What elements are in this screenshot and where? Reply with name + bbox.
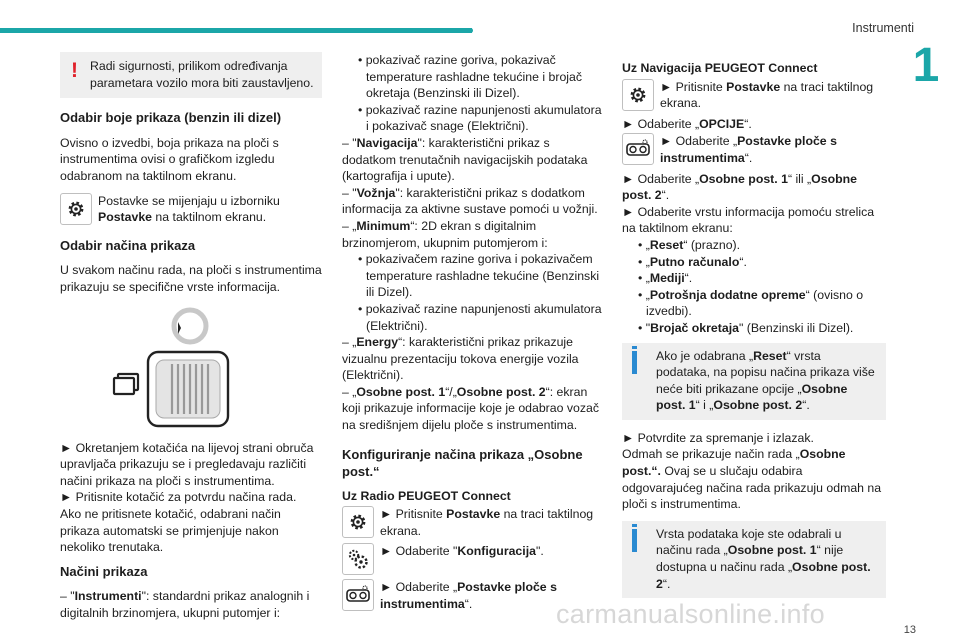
- settings-gear-icon: [622, 79, 654, 111]
- option-trip-computer: • „Putno računalo“.: [638, 254, 747, 269]
- bullet-battery: • pokazivač razine napunjenosti akumulatora (Električni).: [358, 301, 602, 333]
- header-accent-dot: [468, 28, 473, 33]
- warning-exclamation-icon: !: [71, 59, 78, 82]
- info-icon: [632, 529, 637, 552]
- steering-wheel-illustration: [60, 304, 322, 432]
- info-text-reset: Ako je odabrana „Reset“ vrsta podataka, na popisu načina prikaza više neće biti prikazane opcije „Osobne post. 1“ i „Osobne post. 2“.: [656, 348, 875, 413]
- watermark: carmanualsonline.info: [556, 599, 825, 629]
- mode-energy: – „Energy“: karakteristični prikaz prikazuje vizualnu prezentaciju tokova energije vozila (Električni).: [342, 335, 579, 383]
- paragraph-press-wheel: ► Pritisnite kotačić za potvrdu načina rada.: [60, 490, 297, 505]
- mode-navigation: – "Navigacija": karakteristični prikaz s dodatkom trenutačnih navigacijskih podataka (kartografija i upute).: [342, 135, 588, 184]
- settings-text: Postavke se mijenjaju u izborniku Postavke na taktilnom ekranu.: [98, 193, 280, 225]
- header-accent-bar: [0, 28, 472, 33]
- column-left: [60, 52, 322, 621]
- mode-instruments: – "Instrumenti": standardni prikaz analognih i digitalnih brzinomjera, ukupni putomjer i:: [60, 589, 310, 620]
- nav-step-2: ► Odaberite „OPCIJE“.: [622, 116, 752, 131]
- heading-display-color: Odabir boje prikaza (benzin ili dizel): [60, 110, 282, 126]
- warning-text: Radi sigurnosti, prilikom određivanja parametara vozilo mora biti zaustavljeno.: [90, 59, 314, 90]
- heading-configure-personal: Konfiguriranje načina prikaza „Osobne post.“: [342, 446, 583, 479]
- nav-step-5: ► Odaberite vrstu informacija pomoću strelica na taktilnom ekranu:: [622, 204, 875, 236]
- option-rev-counter: • "Brojač okretaja" (Benzinski ili Dizel).: [638, 320, 854, 335]
- radio-step-1: ► Pritisnite Postavke na traci taktilnog ekrana.: [342, 506, 604, 539]
- heading-navigation-connect: Uz Navigacija PEUGEOT Connect: [622, 61, 818, 75]
- option-reset: • „Reset“ (prazno).: [638, 237, 741, 252]
- warning-box: [60, 52, 322, 98]
- nav-step-3: ► Odaberite „Postavke ploče s instrumentima“.: [622, 133, 886, 166]
- settings-gear-icon: [60, 193, 92, 225]
- paragraph-turn-wheel: ► Okretanjem kotačića na lijevoj strani obruča upravljača prikazuju se i pregledavaju različiti načini prikaza na ploči s instrumentima.: [60, 440, 314, 488]
- heading-display-modes: Načini prikaza: [60, 563, 148, 579]
- info-box-personal: [622, 521, 886, 598]
- info-icon: [632, 351, 637, 374]
- section-title: Instrumenti: [852, 21, 914, 35]
- settings-gear-icon: [342, 506, 374, 538]
- paragraph-display-mode: U svakom načinu rada, na ploči s instrumentima prikazuju se specifične vrste informacija.: [60, 263, 322, 294]
- heading-display-mode: Odabir načina prikaza: [60, 237, 196, 253]
- chapter-number: 1: [912, 39, 940, 92]
- info-box-reset: [622, 343, 886, 420]
- option-accessory-consumption: • „Potrošnja dodatne opreme“ (ovisno o izvedbi).: [638, 287, 864, 319]
- bullet-fuel-temp: • pokazivačem razine goriva i pokazivačem temperature rashladne tekućine (Benzinski ili Dizel).: [358, 252, 600, 300]
- configuration-gears-icon: [342, 543, 374, 575]
- radio-step-3: ► Odaberite „Postavke ploče s instrumentima“.: [342, 579, 604, 612]
- bullet-battery-gauge: • pokazivač razine napunjenosti akumulatora i pokazivač snage (Električni).: [358, 102, 602, 134]
- mode-driving: – "Vožnja": karakteristični prikaz s dodatkom informacija za aktivne sustave pomoći u vožnji.: [342, 185, 598, 217]
- page-number: 13: [903, 624, 916, 636]
- column-middle: [342, 52, 604, 617]
- confirm-step: ► Potvrdite za spremanje i izlazak.: [622, 430, 814, 445]
- nav-step-1: ► Pritisnite Postavke na traci taktilnog ekrana.: [622, 79, 886, 112]
- option-media: • „Mediji“.: [638, 271, 693, 286]
- paragraph-auto-apply: Ako ne pritisnete kotačić, odabrani način prikaza automatski se primjenjuje nakon nekoliko trenutaka.: [60, 506, 281, 555]
- paragraph-after-confirm: Odmah se prikazuje način rada „Osobne post.“. Ovaj se u slučaju odabira odgovarajućeg načina rada prikazuju odmah na ploči s instrumentima.: [622, 447, 882, 512]
- settings-instruction: [60, 193, 322, 226]
- mode-personal: – „Osobne post. 1“/„Osobne post. 2“: ekran koji prikazuje informacije koje je odabrao vozač na središnjem dijelu ploče s instrumentima.: [342, 384, 599, 433]
- radio-step-2: ► Odaberite "Konfiguracija".: [342, 543, 604, 575]
- instrument-panel-icon: [342, 579, 374, 611]
- info-text-personal: Vrsta podataka koje ste odabrali u načinu rada „Osobne post. 1“ nije dostupna u načinu rada „Osobne post. 2“.: [656, 526, 871, 591]
- column-right: [622, 52, 886, 608]
- instrument-panel-icon: [622, 133, 654, 165]
- heading-radio-connect: Uz Radio PEUGEOT Connect: [342, 488, 511, 503]
- mode-minimum: – „Minimum“: 2D ekran s digitalnim brzinomjerom, ukupnim putomjerom i:: [342, 218, 548, 250]
- paragraph-display-color: Ovisno o izvedbi, boja prikaza na ploči s instrumentima ovisi o grafičkom izgledu odabranom na taktilnom ekranu.: [60, 135, 279, 183]
- nav-step-4: ► Odaberite „Osobne post. 1“ ili „Osobne post. 2“.: [622, 171, 857, 203]
- bullet-fuel-gauge: • pokazivač razine goriva, pokazivač temperature rashladne tekućine i brojač okretaja (Benzinski ili Dizel).: [358, 53, 583, 101]
